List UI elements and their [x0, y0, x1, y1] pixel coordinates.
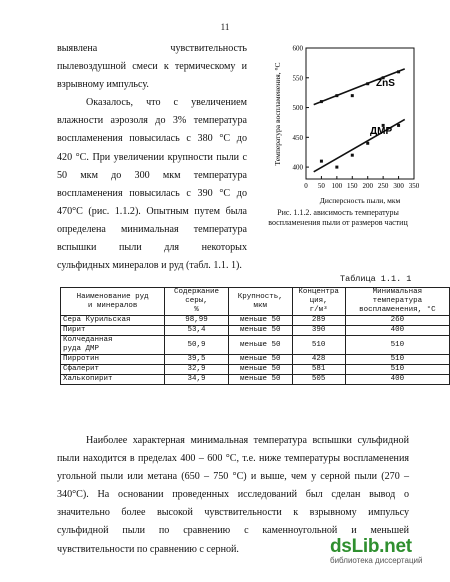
ignition-temperature-chart [258, 38, 418, 208]
data-point [335, 94, 338, 97]
paragraph-1 [57, 40, 247, 94]
table-cell: 39,5 [165, 355, 229, 365]
watermark-subtitle: библиотека диссертаций [330, 556, 423, 565]
table-cell: 510 [292, 336, 345, 355]
data-point [351, 94, 354, 97]
table-header-cell: Крупность, мкм [228, 288, 292, 316]
table-cell: 505 [292, 375, 345, 385]
y-axis-label: Температура воспламенения, °С [273, 62, 282, 166]
table-cell: меньше 50 [228, 336, 292, 355]
text-line: выявлена чувствительность [57, 43, 247, 54]
series-label-dmr: ДМР [370, 126, 393, 137]
watermark [330, 536, 422, 565]
data-point [397, 124, 400, 127]
data-point [366, 82, 369, 85]
text-line: определена минимальная температура [57, 223, 247, 235]
table-row [61, 375, 450, 385]
table-header-cell: Минимальная температура воспламенения, °С [345, 288, 449, 316]
paragraph-3: Наиболее характерная минимальная температура вспышки сульфидной пыли находится в пределах 400 – 600 °С, т.е. ниже температуры воспламенения угольной пыли или метана (650 – 750 °С) и выше, чем у серной пыли (270 – 340°С). На основании проведенных исследований был сделан вывод о значительно более высокой чувствительности к взрывному импульсу сульфидной пыли по сравнению с каменноугольной и меньшей чувствительности по сравнению с серной. [57, 435, 409, 555]
x-tick-label: 300 [393, 182, 404, 190]
table-cell: меньше 50 [228, 326, 292, 336]
x-tick-label: 50 [317, 182, 325, 190]
table-cell: 581 [292, 365, 345, 375]
y-tick-label: 550 [292, 74, 303, 83]
text-line: Оказалось, что с увеличением [86, 97, 247, 109]
x-tick-label: 250 [377, 182, 389, 190]
table-cell: 400 [345, 326, 449, 336]
x-tick-label: 200 [362, 182, 373, 190]
table-cell: меньше 50 [228, 375, 292, 385]
table-cell: Сфалерит [61, 365, 165, 375]
series-label-zns: ZnS [376, 78, 395, 89]
table-cell: 50,9 [165, 336, 229, 355]
table-row [61, 336, 450, 355]
data-point [320, 160, 323, 163]
table-row [61, 326, 450, 336]
table-cell: 400 [345, 375, 449, 385]
table-body [61, 316, 450, 385]
text-line: вспышки пыли для некоторых [57, 242, 247, 254]
text-line: взрывному импульсу. [57, 79, 149, 91]
table-cell: 510 [345, 365, 449, 375]
table-row [61, 316, 450, 326]
watermark-logo: dsLib.net [330, 536, 412, 557]
text-line: сульфидных минералов и руд (табл. 1.1. 1). [57, 260, 242, 272]
text-line: влажности аэрозоля до 3% температура [57, 115, 247, 127]
x-tick-label: 0 [304, 182, 308, 190]
text-line: 420 °С. При увеличении крупности пыли с [57, 151, 247, 163]
table-cell: 260 [345, 316, 449, 326]
figure-caption [258, 208, 418, 228]
table-caption: Таблица 1.1. 1 [340, 274, 412, 284]
text-line: 470°С (рис. 1.1.2). Опытным путем была [57, 205, 247, 217]
text-line: воспламенения повысилась с 380 °С до [57, 133, 247, 145]
table-cell: 98,99 [165, 316, 229, 326]
table-header-cell: Содержание серы, % [165, 288, 229, 316]
plot-frame [306, 48, 414, 179]
table-cell: Колчеданная руда ДМР [61, 336, 165, 355]
table-cell: 53,4 [165, 326, 229, 336]
table-cell: меньше 50 [228, 316, 292, 326]
text-line: воспламенения повысилась с 390 °С до [57, 187, 247, 199]
table-cell: 510 [345, 355, 449, 365]
table-header-cell: Наименование руд и минералов [61, 288, 165, 316]
table-cell: 428 [292, 355, 345, 365]
table-cell: меньше 50 [228, 355, 292, 365]
data-point [397, 70, 400, 73]
table-cell: 289 [292, 316, 345, 326]
table-row [61, 355, 450, 365]
caption-line: Рис. 1.1.2. ависимость температуры [277, 208, 399, 217]
paragraph-2 [57, 94, 247, 275]
x-axis-label: Дисперсность пыли, мкм [319, 196, 401, 205]
table-cell: меньше 50 [228, 365, 292, 375]
text-line: 50 мкм до 300 мкм температура [57, 169, 247, 181]
y-tick-label: 600 [292, 44, 303, 53]
table-cell: 34,9 [165, 375, 229, 385]
table-cell: Халькопирит [61, 375, 165, 385]
page-number: 11 [220, 22, 230, 32]
data-point [335, 166, 338, 169]
table-header-cell: Концентра ция, г/м³ [292, 288, 345, 316]
data-point [351, 154, 354, 157]
left-column-text [57, 40, 247, 275]
x-tick-label: 150 [347, 182, 358, 190]
table-cell: Пирит [61, 326, 165, 336]
x-tick-label: 350 [408, 182, 420, 190]
caption-line: воспламенения пыли от размеров частиц [268, 218, 408, 227]
data-point [366, 142, 369, 145]
table-cell: 390 [292, 326, 345, 336]
table-cell: 32,9 [165, 365, 229, 375]
sulfide-dust-table [60, 287, 450, 385]
table-cell: Сера Курильская [61, 316, 165, 326]
table-cell: 510 [345, 336, 449, 355]
table-header-row [61, 288, 450, 316]
y-tick-label: 400 [292, 163, 303, 172]
x-tick-label: 100 [331, 182, 343, 190]
text-line: пылевоздушной смеси к термическому и [57, 61, 247, 73]
data-point [320, 100, 323, 103]
y-tick-label: 450 [292, 133, 303, 142]
y-tick-label: 500 [292, 104, 303, 113]
table-row [61, 365, 450, 375]
table-cell: Пирротин [61, 355, 165, 365]
